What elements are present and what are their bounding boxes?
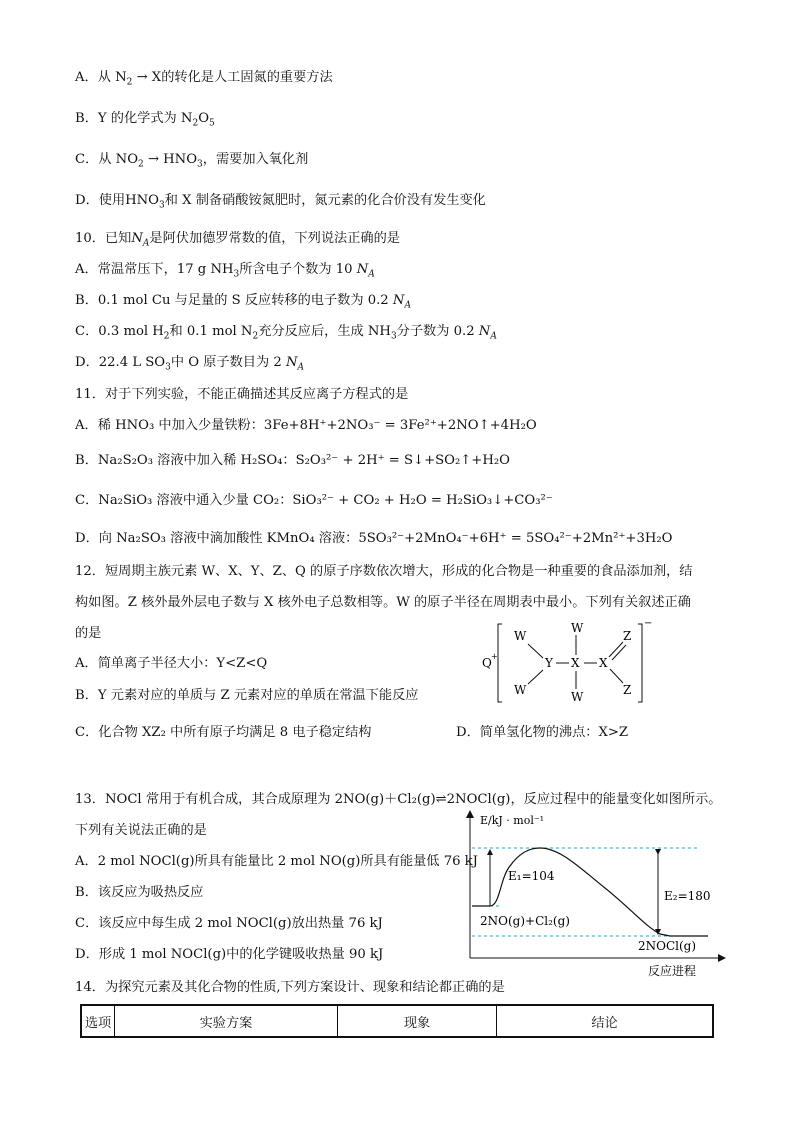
q12-structure-diagram xyxy=(470,618,660,708)
w-atom-bottom: W xyxy=(571,690,584,704)
q11-option-d: D．向 Na₂SO₃ 溶液中滴加酸性 KMnO₄ 溶液：5SO₃²⁻+2MnO₄⁻+6H⁺ = 5SO₄²⁻+2Mn²⁺+3H₂O xyxy=(75,531,673,546)
sub: 2 xyxy=(252,331,259,342)
text: A．常温常压下，17 g NH xyxy=(75,262,234,277)
na-symbol: N xyxy=(356,262,369,277)
na-subscript: A xyxy=(142,238,150,249)
text: B．0.1 mol Cu 与足量的 S 反应转移的电子数为 0.2 xyxy=(75,293,393,308)
q13-energy-diagram xyxy=(460,808,730,984)
q10-option-b xyxy=(75,292,411,310)
text: 充分反应后，生成 NH xyxy=(258,324,391,339)
text: O xyxy=(198,111,209,126)
sub: 2 xyxy=(126,77,133,88)
text: C．从 NO xyxy=(75,152,139,167)
table-header-phenomenon: 现象 xyxy=(338,1005,497,1037)
q14-stem: 14．为探究元素及其化合物的性质,下列方案设计、现象和结论都正确的是 xyxy=(75,980,505,995)
text: 是阿伏加德罗常数的值，下列说法正确的是 xyxy=(149,231,400,246)
q13-option-c: C．该反应中每生成 2 mol NOCl(g)放出热量 76 kJ xyxy=(75,916,383,931)
w-atom-top-left: W xyxy=(514,629,527,643)
table-header-conclusion: 结论 xyxy=(497,1005,714,1037)
q12-option-b: B．Y 元素对应的单质与 Z 元素对应的单质在常温下能反应 xyxy=(75,688,419,703)
q10-option-d xyxy=(75,354,304,372)
sub: 2 xyxy=(192,118,199,129)
reactant-label: 2NO(g)+Cl₂(g) xyxy=(480,914,570,928)
z-atom-top: Z xyxy=(623,629,632,643)
q11-option-a: A．稀 HNO₃ 中加入少量铁粉：3Fe+8H⁺+2NO₃⁻ = 3Fe²⁺+2NO↑+4H₂O xyxy=(75,418,537,433)
q9-option-a xyxy=(75,69,333,87)
q13-option-b: B．该反应为吸热反应 xyxy=(75,885,204,900)
na-subscript: A xyxy=(368,269,375,280)
text: 和 X 制备硝酸铵氮肥时，氮元素的化合价没有发生变化 xyxy=(164,193,486,208)
text: → HNO xyxy=(143,152,198,167)
y-atom: Y xyxy=(545,656,553,670)
text: 分子数为 0.2 xyxy=(396,324,479,339)
q9-option-b xyxy=(75,110,215,128)
e2-label: E₂=180 xyxy=(664,889,711,903)
q10-stem xyxy=(75,230,400,248)
q11-option-c: C．Na₂SiO₃ 溶液中通入少量 CO₂：SiO₃²⁻ + CO₂ + H₂O = H₂SiO₃↓+CO₃²⁻ xyxy=(75,493,553,508)
sub: 3 xyxy=(390,331,397,342)
q12-option-c: C．化合物 XZ₂ 中所有原子均满足 8 电子稳定结构 xyxy=(75,725,372,740)
q13-stem-line1: 13．NOCl 常用于有机合成，其合成原理为 2NO(g)＋Cl₂(g)⇌2NOCl(g)，反应过程中的能量变化如图所示。 xyxy=(75,792,722,807)
text: 和 0.1 mol N xyxy=(169,324,253,339)
text: B．Y 的化学式为 N xyxy=(75,111,193,126)
text: 10．已知 xyxy=(75,231,132,246)
w-atom-bottom-left: W xyxy=(514,683,527,697)
q12-option-a: A．简单离子半径大小：Y<Z<Q xyxy=(75,656,268,671)
sub: 5 xyxy=(209,118,215,129)
text: 中 O 原子数目为 2 xyxy=(170,355,286,370)
product-label: 2NOCl(g) xyxy=(638,939,697,953)
text: D．22.4 L SO xyxy=(75,355,166,370)
q12-stem-line2: 构如图。Z 核外最外层电子数与 X 核外电子总数相等。W 的原子半径在周期表中最小。下列有关叙述正确 xyxy=(75,595,691,610)
x-atom-right: X xyxy=(599,656,608,670)
na-symbol: N xyxy=(392,293,405,308)
table-header-plan: 实验方案 xyxy=(115,1005,338,1037)
x-atom-center: X xyxy=(571,656,580,670)
q13-stem-line2: 下列有关说法正确的是 xyxy=(75,823,207,838)
text: A．从 N xyxy=(75,70,127,85)
text: D．使用HNO xyxy=(75,193,159,208)
sub: 2 xyxy=(138,159,144,170)
e1-label: E₁=104 xyxy=(508,869,555,883)
anion-charge: − xyxy=(644,618,653,629)
table-header-option: 选项 xyxy=(81,1005,115,1037)
na-subscript: A xyxy=(297,362,305,373)
q12-option-d: D．简单氢化物的沸点：X>Z xyxy=(456,725,629,740)
x-axis-label: 反应进程 xyxy=(648,964,697,978)
q12-stem-line3: 的是 xyxy=(75,626,102,641)
na-subscript: A xyxy=(404,300,411,311)
q-atom: Q xyxy=(482,656,492,670)
q13-option-a: A．2 mol NOCl(g)所具有能量比 2 mol NO(g)所具有能量低 76 kJ xyxy=(75,854,478,869)
w-atom-top: W xyxy=(571,621,584,635)
q12-stem-line1: 12．短周期主族元素 W、X、Y、Z、Q 的原子序数依次增大，形成的化合物是一种重要的食品添加剂，结 xyxy=(75,564,693,579)
q9-option-c xyxy=(75,151,308,169)
text: → X的转化是人工固氮的重要方法 xyxy=(132,70,333,85)
sub: 3 xyxy=(165,362,171,373)
sub: 3 xyxy=(233,269,240,280)
q11-stem: 11．对于下列实验，不能正确描述其反应离子方程式的是 xyxy=(75,387,409,402)
na-symbol: N xyxy=(285,355,298,370)
q10-option-c xyxy=(75,323,497,341)
na-subscript: A xyxy=(490,331,497,342)
y-axis-label: E/kJ · mol⁻¹ xyxy=(480,814,545,827)
q9-option-d xyxy=(75,192,486,210)
q10-option-a xyxy=(75,261,375,279)
na-symbol: N xyxy=(131,231,143,246)
text: 所含电子个数为 10 xyxy=(239,262,357,277)
sub: 2 xyxy=(163,331,170,342)
q-charge: + xyxy=(491,652,498,661)
sub: 3 xyxy=(159,200,165,211)
na-symbol: N xyxy=(478,324,491,339)
sub: 3 xyxy=(197,159,203,170)
text: ，需要加入氧化剂 xyxy=(202,152,309,167)
q14-table xyxy=(80,1004,714,1038)
table-header-row xyxy=(81,1005,713,1037)
text: C．0.3 mol H xyxy=(75,324,164,339)
q11-option-b: B．Na₂S₂O₃ 溶液中加入稀 H₂SO₄：S₂O₃²⁻ + 2H⁺ = S↓+SO₂↑+H₂O xyxy=(75,453,510,468)
q13-option-d: D．形成 1 mol NOCl(g)中的化学键吸收热量 90 kJ xyxy=(75,947,384,962)
z-atom-bottom: Z xyxy=(623,683,632,697)
